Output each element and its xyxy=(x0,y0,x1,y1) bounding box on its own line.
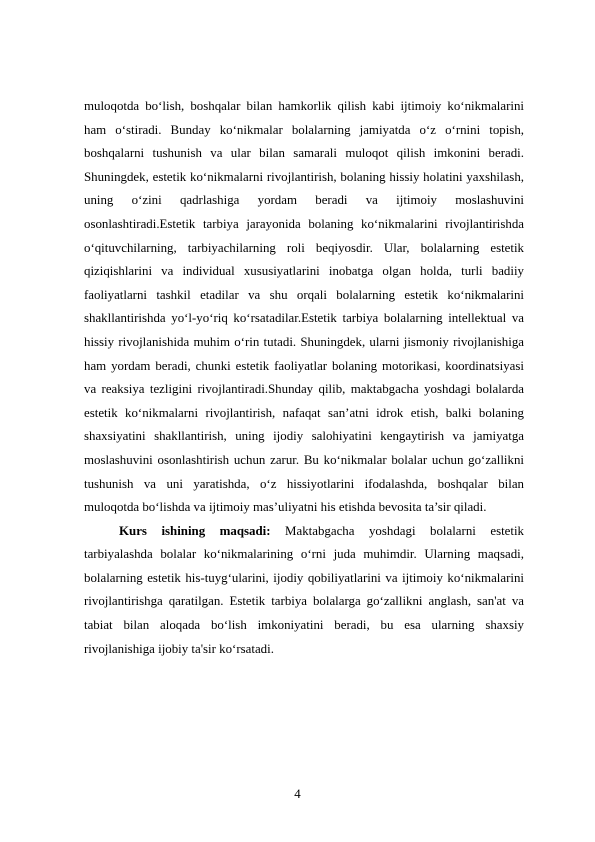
page-number: 4 xyxy=(294,787,301,801)
document-body xyxy=(84,95,524,661)
aim-heading: Kurs ishining maqsadi: xyxy=(119,523,271,538)
aim-text: Maktabgacha yoshdagi bolalarni estetik tarbiyalashda bolalar ko‘nikmalarining o‘rni juda muhimdir. Ularning maqsadi, bolalarning estetik his-tuyg‘ularini, ijodiy qobiliyatlarini va ijtimoiy ko‘nikmalarini rivojlantirishga qaratilgan. Estetik tarbiya bolalarga go‘zallikni anglash, san'at va tabiat bilan aloqada bo‘lish imkoniyatini beradi, bu esa ularning shaxsiy rivojlanishiga ijobiy ta'sir ko‘rsatadi. xyxy=(84,523,525,656)
body-paragraph: muloqotda bo‘lish, boshqalar bilan hamkorlik qilish kabi ijtimoiy ko‘nikmalarini ham o‘stiradi. Bunday ko‘nikmalar bolalarning jamiyatda o‘z o‘rnini topish, boshqalarni tushunish va ular bilan samarali muloqot qilish imkonini beradi. Shuningdek, estetik ko‘nikmalarni rivojlantirish, bolaning hissiy holatini yaxshilash, uning o‘zini qadrlashiga yordam beradi va ijtimoiy moslashuvini osonlashtiradi.Estetik tarbiya jarayonida bolaning ko‘nikmalarini rivojlantirishda o‘qituvchilarning, tarbiyachilarning roli beqiyosdir. Ular, bolalarning estetik qiziqishlarini va individual xususiyatlarini inobatga olgan holda, turli badiiy faoliyatlarni tashkil etadilar va shu orqali bolalarning estetik ko‘nikmalarini shakllantirishda yo‘l-yo‘riq ko‘rsatadilar.Estetik tarbiya bolalarning intellektual va hissiy rivojlanishida muhim o‘rin tutadi. Shuningdek, ularni jismoniy rivojlanishiga ham yordam beradi, chunki estetik faoliyatlar bolaning motorikasi, koordinatsiyasi va reaksiya tezligini rivojlantiradi.Shunday qilib, maktabgacha yoshdagi bolalarda estetik ko‘nikmalarni rivojlantirish, nafaqat san’atni idrok etish, balki bolaning shaxsiyatini shakllantirish, uning ijodiy salohiyatini kengaytirish va jamiyatga moslashuvini osonlashtirish uchun zarur. Bu ko‘nikmalar bolalar uchun go‘zallikni tushunish va uni yaratishda, o‘z hissiyotlarini ifodalashda, boshqalar bilan muloqotda bo‘lishda va ijtimoiy mas’uliyatni his etishda bevosita ta’sir qiladi. xyxy=(84,99,524,515)
aim-paragraph xyxy=(84,520,524,662)
